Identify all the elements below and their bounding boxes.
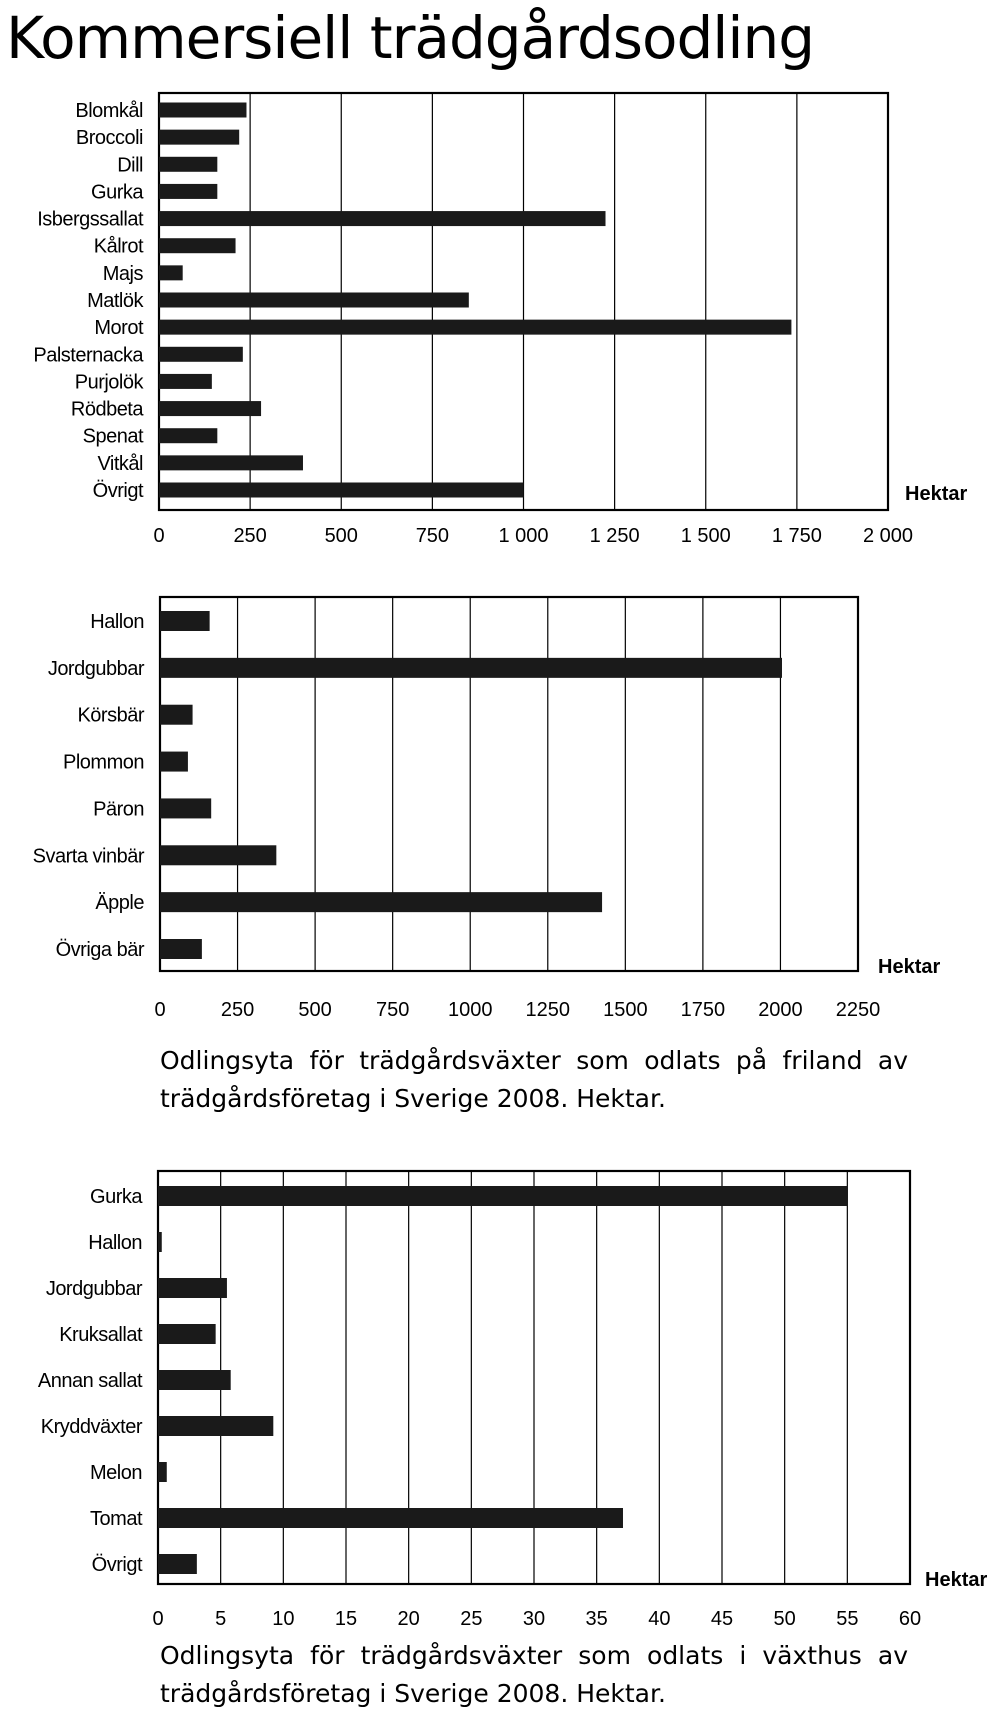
category-label: Rödbeta [70,398,143,421]
category-label: Gurka [90,1186,142,1208]
category-label: Matlök [87,290,143,312]
category-label: Spenat [82,425,143,448]
x-tick-label: 60 [898,1608,922,1630]
x-tick-label: 0 [153,525,165,547]
category-label: Palsternacka [33,344,143,367]
x-tick-label: 2000 [758,999,803,1021]
category-label: Kålrot [93,235,143,258]
x-tick-label: 25 [460,1608,483,1630]
category-label: Päron [93,798,144,821]
x-tick-label: 40 [648,1608,671,1630]
category-label: Melon [90,1462,142,1484]
x-tick-label: 2250 [835,999,881,1021]
page-title: Kommersiell trädgårdsodling [6,4,815,72]
category-label: Gurka [91,181,143,204]
category-label: Övriga bär [55,939,144,961]
category-label: Annan sallat [37,1370,142,1392]
category-label: Jordgubbar [45,1278,142,1300]
category-label: Jordgubbar [47,657,144,680]
x-tick-label: 1500 [603,999,648,1021]
bar [158,1416,273,1436]
x-tick-label: 1 500 [680,525,731,547]
category-label: Svarta vinbär [32,845,144,868]
category-label: Tomat [90,1508,142,1530]
x-tick-label: 35 [585,1608,608,1630]
x-tick-label: 10 [272,1608,295,1630]
bar [158,1370,231,1390]
category-label: Isbergssallat [37,208,143,231]
x-tick-label: 50 [773,1608,796,1630]
x-tick-label: 500 [298,999,332,1021]
x-tick-label: 15 [334,1608,358,1630]
x-tick-label: 1750 [680,999,726,1021]
caption-outdoor: Odlingsyta för trädgårdsväxter som odlats på friland av trädgårdsföretag i Sverige 2008. Hektar. [160,1046,908,1113]
category-label: Dill [117,154,143,177]
category-label: Övrigt [91,1554,142,1576]
category-label: Kruksallat [59,1324,142,1346]
category-label: Äpple [95,892,144,915]
x-tick-label: 1 000 [498,525,549,547]
bar [158,1186,847,1206]
bar [158,1554,197,1574]
x-tick-label: 1 750 [771,525,822,547]
x-tick-label: 750 [415,525,450,547]
bar [158,1278,227,1298]
category-label: Blomkål [75,100,143,122]
category-label: Plommon [63,751,144,774]
x-tick-label: 30 [522,1608,546,1630]
bar [158,1508,623,1528]
x-tick-label: 20 [397,1608,420,1630]
x-tick-label: 1 250 [589,525,640,547]
x-tick-label: 45 [710,1608,734,1630]
unit-label: Hektar [925,1569,988,1591]
caption-greenhouse: Odlingsyta för trädgårdsväxter som odlats i växthus av trädgårdsföretag i Sverige 2008. Hektar. [160,1641,908,1708]
bar [158,1324,216,1344]
unit-label: Hektar [878,956,941,978]
category-label: Majs [102,262,143,285]
x-tick-label: 0 [152,1608,164,1630]
category-label: Körsbär [77,704,144,727]
bar [158,1232,162,1252]
x-tick-label: 5 [215,1608,227,1630]
unit-label: Hektar [905,483,968,505]
plot-area [38,1171,988,1630]
x-tick-label: 1000 [447,999,493,1021]
category-label: Morot [94,317,143,340]
category-label: Vitkål [97,452,143,475]
x-tick-label: 2 000 [862,525,914,547]
x-tick-label: 750 [375,999,410,1021]
category-label: Kryddväxter [40,1416,142,1438]
x-tick-label: 500 [324,525,358,547]
x-tick-label: 1250 [525,999,571,1021]
x-tick-label: 250 [233,525,267,547]
category-label: Övrigt [92,480,143,502]
category-label: Purjolök [74,371,143,394]
x-tick-label: 250 [220,999,255,1021]
category-label: Hallon [90,611,144,633]
x-tick-label: 55 [836,1608,859,1630]
category-label: Broccoli [75,127,143,150]
bar [158,1462,167,1482]
x-tick-label: 0 [154,999,166,1021]
category-label: Hallon [88,1232,142,1254]
